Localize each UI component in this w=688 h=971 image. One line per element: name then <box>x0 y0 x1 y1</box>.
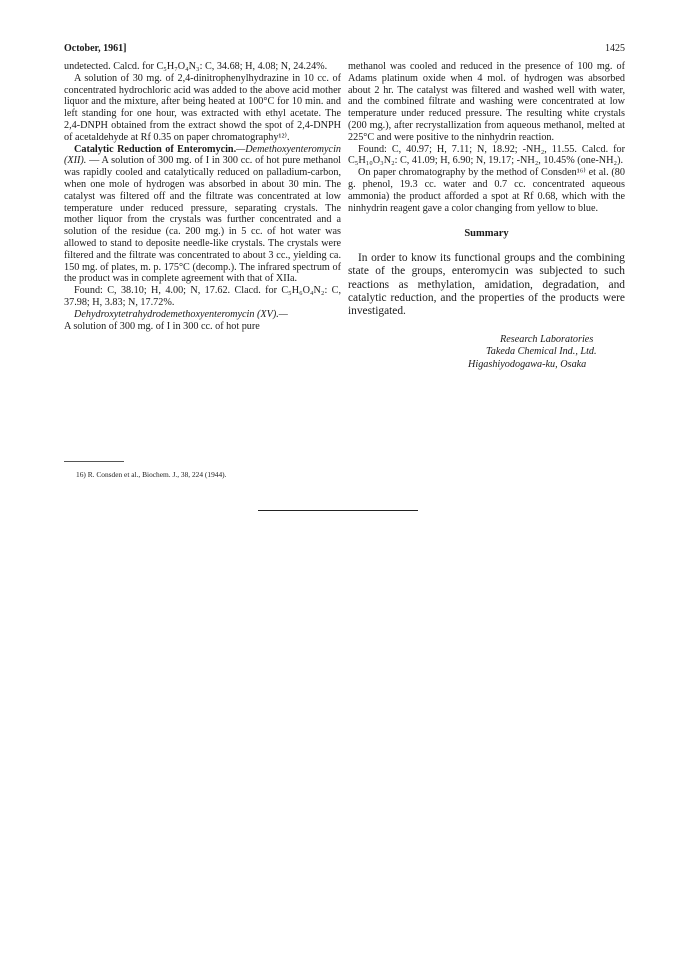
compound-name-xv: Dehydroxytetrahydrodemethoxyenteromycin (XV).— <box>74 308 288 320</box>
paragraph-found-xii: Found: C, 38.10; H, 4.00; N, 17.62. Clacd. for C₅H₆O₄N₂: C, 37.98; H, 3.83; N, 17.72%. <box>64 285 341 308</box>
affiliation-line: Takeda Chemical Ind., Ltd. <box>486 346 597 358</box>
summary-heading: Summary <box>464 228 509 240</box>
paragraph-paper-chromatography: On paper chromatography by the method of Consden¹⁶⁾ et al. (80 g. phenol, 19.3 cc. water and 0.7 cc. concentrated aqueous ammonia) the product afforded a spot at Rf 0.68, which with the ninhydrin reagent gave a color changing from yellow to blue. <box>348 167 625 214</box>
affiliation-line: Higashiyodogawa-ku, Osaka <box>468 358 587 370</box>
paragraph-catalytic-reduction <box>64 144 341 286</box>
paragraph-xv <box>64 309 341 333</box>
paragraph-catalytic-text: — A solution of 300 mg. of I in 300 cc. of hot pure methanol was rapidly cooled and catalytically reduced on palladium-carbon, when one mole of hydrogen was absorbed in about 30 min. The catalyst was filtered off and the filtrate was concentrated at low temperature under reduced pressure, separating crystals. The mother liquor from the crystals was further concentrated and a solution of the residue (ca. 200 mg.) in 5 cc. of hot water was allowed to stand to deposite needle-like crystals. The crystals were filtered and the filtrate was concentrated to about 3 cc., yielding ca. 150 mg. of plates, m. p. 175°C (decomp.). The infrared spectrum of the product was in complete agreement with that of XIIa. <box>64 155 341 285</box>
compound-name-xii: —Demethoxyenteromycin (XII). <box>64 143 341 167</box>
paragraph-calcd: undetected. Calcd. for C₅H₇O₄N₃: C, 34.68; H, 4.08; N, 24.24%. <box>64 61 328 72</box>
footnote-16: 16) R. Consden et al., Biochem. J., 38, 224 (1944). <box>76 470 227 479</box>
page-number: 1425 <box>605 43 625 54</box>
paragraph-found-xv: Found: C, 40.97; H, 7.11; N, 18.92; -NH₂, 11.55. Calcd. for C₅H₁₀O₃N₂: C, 41.09; H, 6.90; N, 19.17; -NH₂, 10.45% (one-NH₂). <box>348 143 625 167</box>
paragraph-xv-text: A solution of 300 mg. of I in 300 cc. of hot pure <box>64 320 260 332</box>
summary-text: In order to know its functional groups and the combining state of the groups, enteromycin was subjected to such reactions as methylation, amidation, degradation, and catalytic reduction, and the properties of the products were investigated. <box>348 252 625 317</box>
left-column <box>64 61 341 332</box>
affiliation-line: Research Laboratories <box>500 334 594 346</box>
section-heading-catalytic-reduction: Catalytic Reduction of Enteromycin. <box>74 143 237 155</box>
end-of-article-rule <box>258 510 418 511</box>
running-header-date: October, 1961] <box>64 43 127 54</box>
footnote-rule <box>64 461 124 462</box>
paragraph-dnph: A solution of 30 mg. of 2,4-dinitrophenylhydrazine in 10 cc. of concentrated hydrochloric acid was added to the above acid mother liquor and the mixture, after being heated at 100°C for 10 min. and left standing for one hour, was extracted with ethyl acetate. The 2,4-DNPH obtained from the extract showd the spot of 2,4-DNPH of acetaldehyde at Rf 0.35 on paper chromatography¹²⁾. <box>64 72 341 143</box>
paragraph-xv-continued: methanol was cooled and reduced in the presence of 100 mg. of Adams platinum oxide when 4 mol. of hydrogen was absorbed about 2 hr. The catalyst was filtered and washed well with water, and the combined filtrate and washing were concentrated at low temperature under reduced pressure. The resulting white crystals (200 mg.), after recrystallization from aqueous methanol, melted at 225°C and were positive to the ninhydrin reaction. <box>348 61 625 143</box>
affiliation-block <box>348 334 625 371</box>
right-column <box>348 61 625 371</box>
